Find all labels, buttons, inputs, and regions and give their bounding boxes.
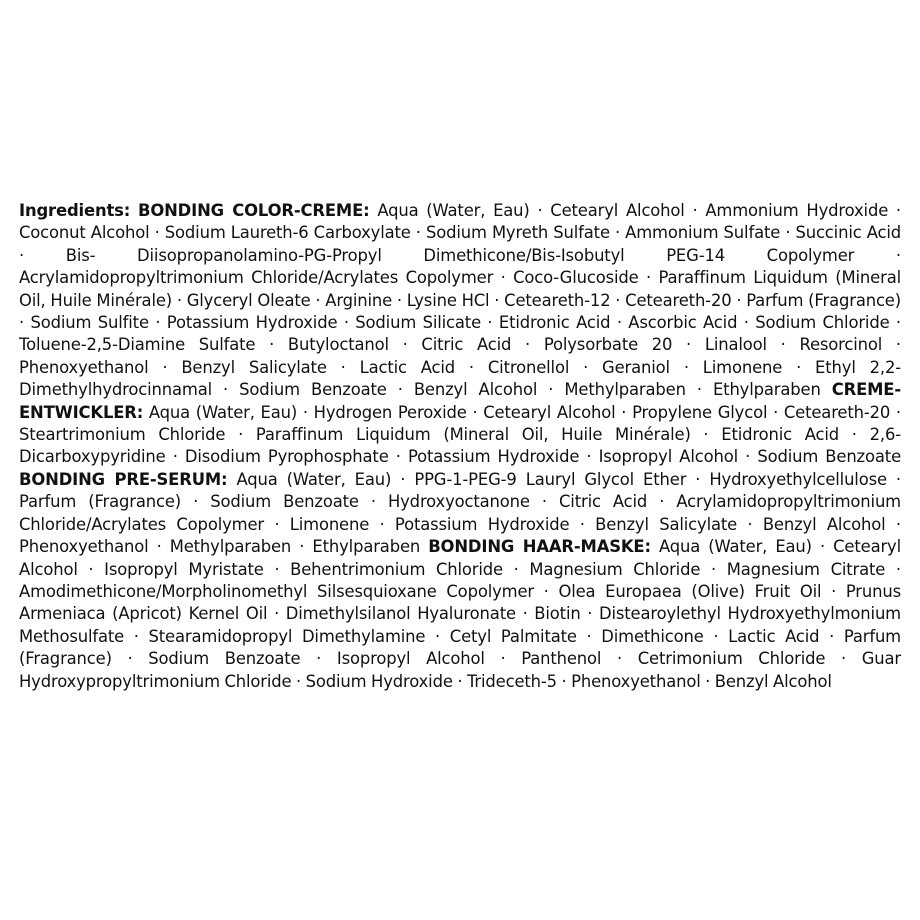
ingredients-list <box>19 200 901 693</box>
section-heading-color-creme: BONDING COLOR-CREME: <box>137 201 370 220</box>
section-heading-creme-entwickler: CREME-ENTWICKLER: <box>19 380 902 422</box>
ingredients-label: Ingredients: <box>19 201 131 220</box>
section-text-color-creme: Aqua (Water, Eau) · Cetearyl Alcohol · Ammonium Hydroxide · Coconut Alcohol · Sodium Laureth-6 Carboxylate · Sodium Myreth Sulfate · Ammonium Sulfate · Succinic Acid · Bis- Diisopropanolamino-PG-Propyl Dimethicone/Bis-Isobutyl PEG-14 Copolymer · Acrylamidopropyltrimonium Chloride/Acrylates Copolymer · Coco-Glucoside · Paraffinum Liquidum (Mineral Oil, Huile Minérale) · Glyceryl Oleate · Arginine · Lysine HCl · Ceteareth-12 · Ceteareth-20 · Parfum (Fragrance) · Sodium Sulfite · Potassium Hydroxide · Sodium Silicate · Etidronic Acid · Ascorbic Acid · Sodium Chloride · Toluene-2,5-Diamine Sulfate · Butyloctanol · Citric Acid · Polysorbate 20 · Linalool · Resorcinol · Phenoxyethanol · Benzyl Salicylate · Lactic Acid · Citronellol · Geraniol · Limonene · Ethyl 2,2-Dimethylhydrocinnamal · Sodium Benzoate · Benzyl Alcohol · Methylparaben · Ethylparaben <box>19 201 901 400</box>
section-text-creme-entwickler: Aqua (Water, Eau) · Hydrogen Peroxide · Cetearyl Alcohol · Propylene Glycol · Ceteareth-20 · Steartrimonium Chloride · Paraffinum Liquidum (Mineral Oil, Huile Minérale) · Etidronic Acid · 2,6-Dicarboxypyridine · Disodium Pyrophosphate · Potassium Hydroxide · Isopropyl Alcohol · Sodium Benzoate <box>19 402 901 467</box>
section-heading-haar-maske: BONDING HAAR-MASKE: <box>428 537 651 557</box>
section-text-pre-serum: Aqua (Water, Eau) · PPG-1-PEG-9 Lauryl Glycol Ether · Hydroxyethylcellulose · Parfum (Fragrance) · Sodium Benzoate · Hydroxyoctanone · Citric Acid · Acrylamidopropyltrimonium Chloride/Acrylates Copolymer · Limonene · Potassium Hydroxide · Benzyl Salicylate · Benzyl Alcohol · Phenoxyethanol · Methylparaben · Ethylparaben <box>19 469 901 557</box>
section-heading-pre-serum: BONDING PRE-SERUM: <box>19 469 228 489</box>
section-text-haar-maske: Aqua (Water, Eau) · Cetearyl Alcohol · Isopropyl Myristate · Behentrimonium Chloride · Magnesium Chloride · Magnesium Citrate · Amodimethicone/Morpholinomethyl Silsesquioxane Copolymer · Olea Europaea (Olive) Fruit Oil · Prunus Armeniaca (Apricot) Kernel Oil · Dimethylsilanol Hyaluronate · Biotin · Distearoylethyl Hydroxyethylmonium Methosulfate · Stearamidopropyl Dimethylamine · Cetyl Palmitate · Dimethicone · Lactic Acid · Parfum (Fragrance) · Sodium Benzoate · Isopropyl Alcohol · Panthenol · Cetrimonium Chloride · Guar Hydroxypropyltrimonium Chloride · Sodium Hydroxide · Trideceth-5 · Phenoxyethanol · Benzyl Alcohol <box>19 537 902 691</box>
